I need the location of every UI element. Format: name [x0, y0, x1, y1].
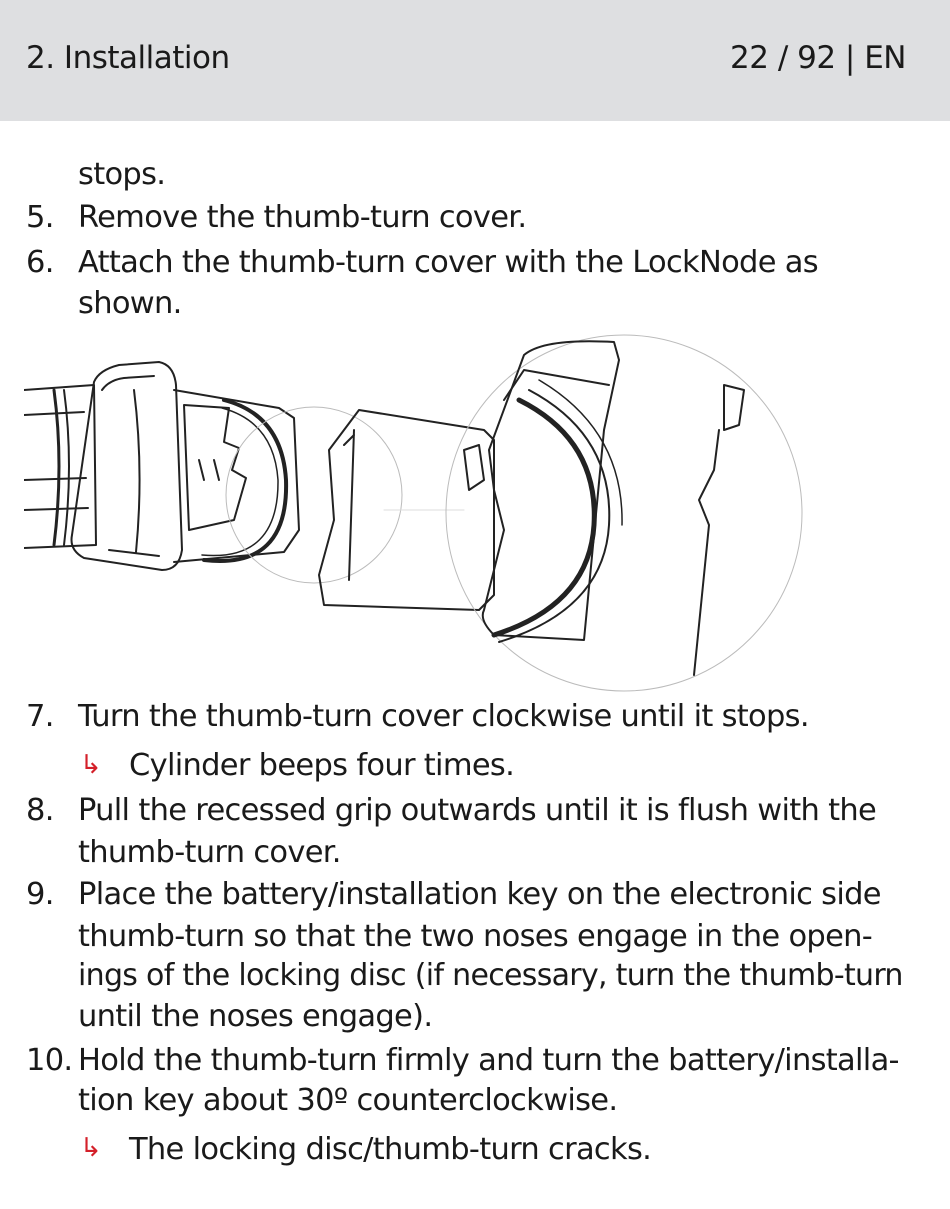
page-number: 22 / 92 | EN: [730, 40, 906, 76]
step-8-text-line-1: Pull the recessed grip outwards until it is flush with the: [78, 793, 877, 828]
step-7-result: Cylinder beeps four times.: [129, 748, 515, 783]
return-arrow-icon: ↳: [80, 750, 102, 780]
step-9-number: 9.: [26, 877, 54, 912]
step-9-text-line-4: until the noses engage).: [78, 999, 433, 1034]
step-9-text-line-3: ings of the locking disc (if necessary, turn the thumb-turn: [78, 958, 903, 993]
step-8-text-line-2: thumb-turn cover.: [78, 835, 341, 870]
step-6-text-line-2: shown.: [78, 286, 182, 321]
step-10-text-line-1: Hold the thumb-turn firmly and turn the battery/installa-: [78, 1043, 899, 1078]
step-5-text: Remove the thumb-turn cover.: [78, 200, 527, 235]
step-8-number: 8.: [26, 793, 54, 828]
step-9-text-line-1: Place the battery/installation key on the electronic side: [78, 877, 881, 912]
page-header: [0, 0, 950, 121]
step-10-number: 10.: [26, 1043, 73, 1078]
step-6-number: 6.: [26, 245, 54, 280]
continuation-text: stops.: [78, 157, 166, 192]
step-6-text-line-1: Attach the thumb-turn cover with the LockNode as: [78, 245, 818, 280]
return-arrow-icon: ↳: [80, 1133, 102, 1163]
step-7-number: 7.: [26, 699, 54, 734]
thumb-turn-illustration: [24, 330, 804, 695]
step-5-number: 5.: [26, 200, 54, 235]
step-10-result: The locking disc/thumb-turn cracks.: [129, 1132, 652, 1167]
step-10-text-line-2: tion key about 30º counterclockwise.: [78, 1083, 618, 1118]
step-7-text: Turn the thumb-turn cover clockwise until it stops.: [78, 699, 809, 734]
step-9-text-line-2: thumb-turn so that the two noses engage in the open-: [78, 919, 873, 954]
section-title: 2. Installation: [26, 40, 230, 76]
